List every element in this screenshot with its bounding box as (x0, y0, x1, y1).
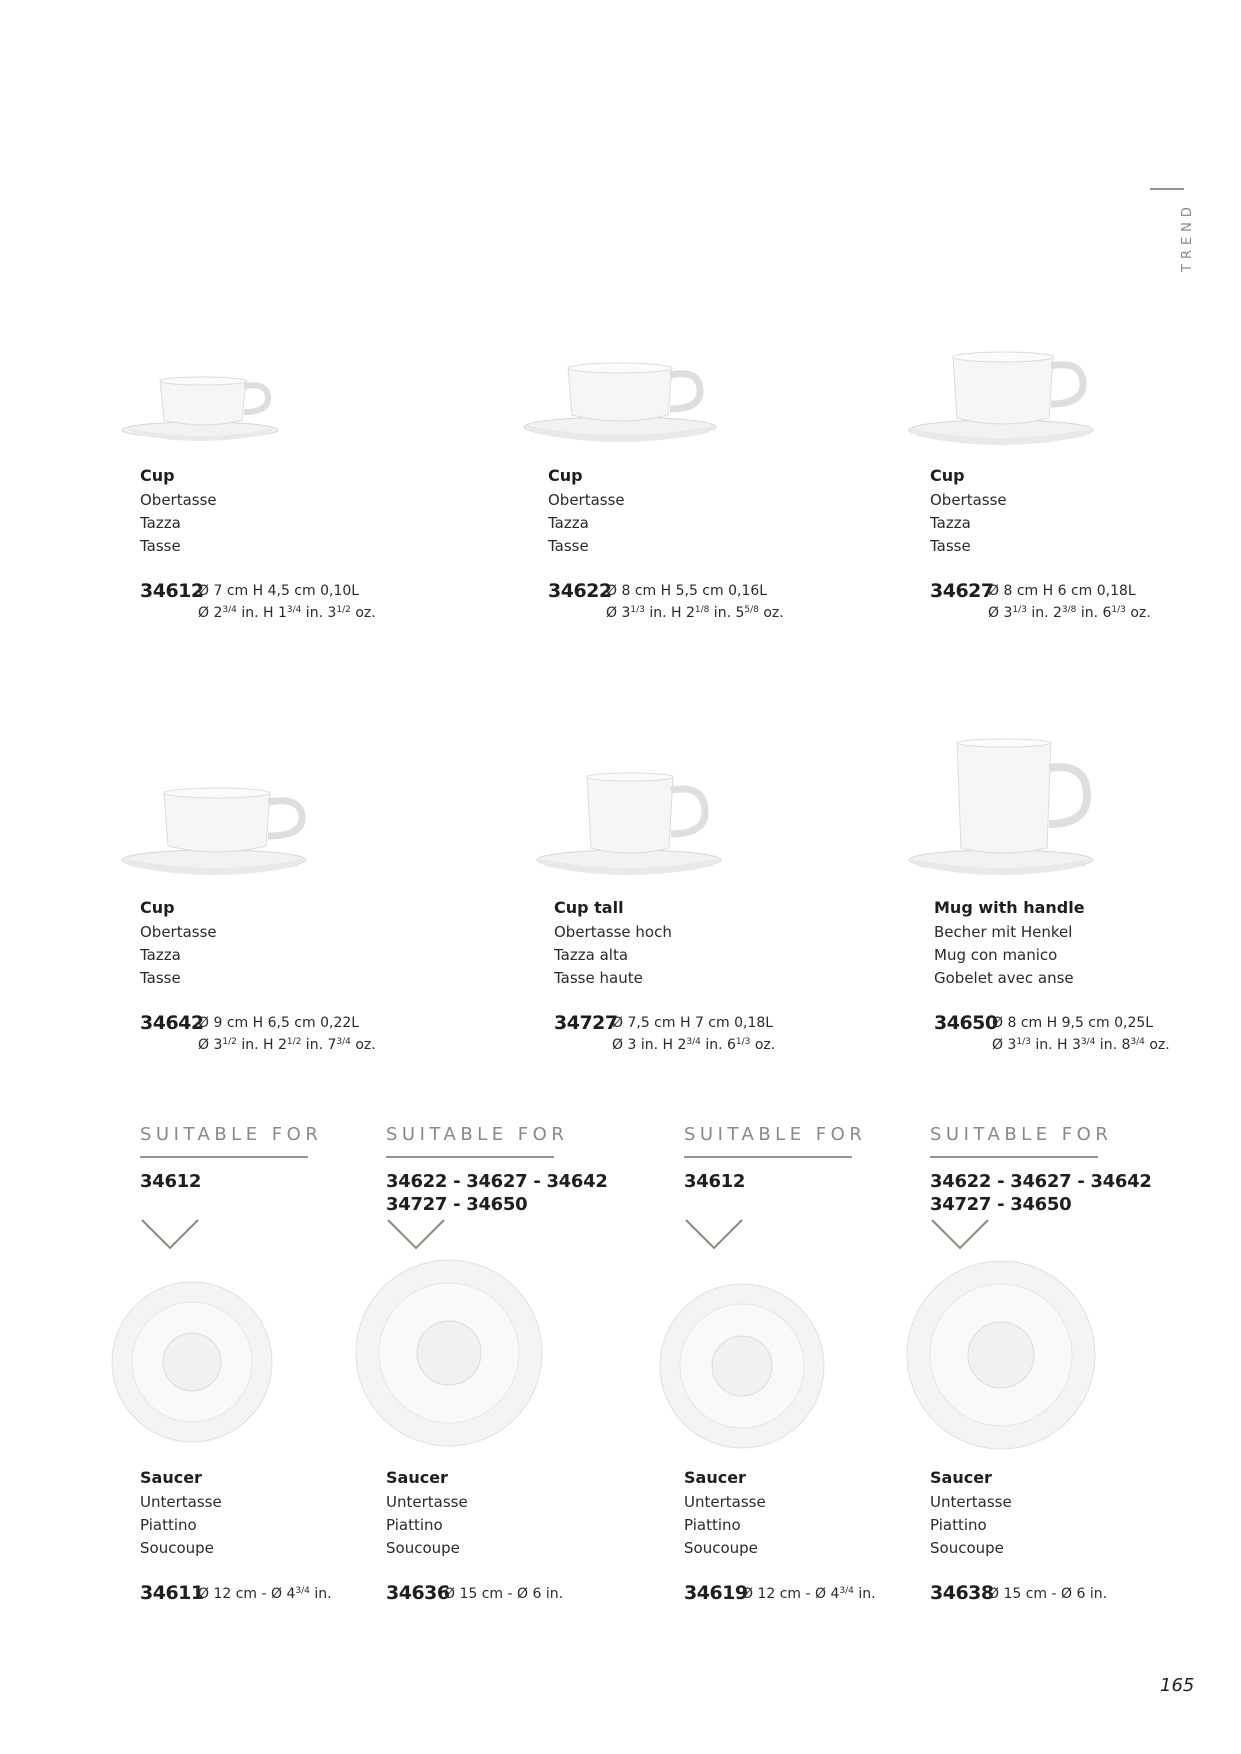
saucer-name: Saucer (386, 1468, 448, 1487)
saucer-translations (930, 1491, 1012, 1560)
suitable-for-label: SUITABLE FOR (140, 1124, 323, 1145)
saucer-name-it: Piattino (386, 1516, 443, 1534)
product-code: 34642 (140, 1012, 204, 1034)
saucer-code: 34638 (930, 1582, 994, 1604)
suitable-for-codes: 34622 - 34627 - 34642 34727 - 34650 (930, 1171, 1152, 1215)
saucer-translations (140, 1491, 222, 1560)
saucer-translations (386, 1491, 468, 1560)
suitable-for-rule (386, 1156, 554, 1158)
product-name-de: Obertasse (548, 491, 625, 509)
saucer-dimensions: Ø 12 cm - Ø $4^{3/4}$ in. (198, 1586, 332, 1602)
saucer-name: Saucer (140, 1468, 202, 1487)
saucer-code: 34636 (386, 1582, 450, 1604)
page-number: 165 (1160, 1675, 1195, 1696)
product-name-it: Tazza (548, 514, 589, 532)
product-name-de: Obertasse (930, 491, 1007, 509)
product-name-de: Obertasse (140, 923, 217, 941)
product-imperial: Ø $2^{3/4}$ in. H $1^{3/4}$ in. $3^{1/2}$ oz. (198, 605, 376, 621)
saucer-image-34611 (110, 1280, 275, 1445)
product-translations (930, 489, 1007, 558)
saucer-name-de: Untertasse (386, 1493, 468, 1511)
saucer-dimensions: Ø 15 cm - Ø 6 in. (444, 1586, 564, 1602)
product-translations (554, 921, 672, 990)
saucer-name-it: Piattino (684, 1516, 741, 1534)
suitable-for-codes: 34622 - 34627 - 34642 34727 - 34650 (386, 1171, 608, 1215)
product-metric: Ø 8 cm H 6 cm 0,18L (988, 583, 1136, 599)
side-tab-label: TREND (1180, 202, 1195, 272)
cup-image-34612 (118, 368, 288, 448)
saucer-name-de: Untertasse (684, 1493, 766, 1511)
chevron-down-icon (386, 1218, 446, 1252)
saucer-name-fr: Soucoupe (684, 1539, 758, 1557)
mug-image-34650 (905, 738, 1105, 888)
product-imperial: Ø 3 in. H $2^{3/4}$ in. $6^{1/3}$ oz. (612, 1037, 776, 1053)
product-name-fr: Gobelet avec anse (934, 969, 1074, 987)
chevron-down-icon (140, 1218, 200, 1252)
product-imperial: Ø $3^{1/3}$ in. H $2^{1/8}$ in. $5^{5/8}$ oz. (606, 605, 784, 621)
product-name: Cup (140, 466, 175, 485)
product-name-de: Obertasse (140, 491, 217, 509)
product-metric: Ø 8 cm H 9,5 cm 0,25L (992, 1015, 1154, 1031)
saucer-image-34619 (658, 1282, 828, 1452)
suitable-for-codes: 34612 (140, 1171, 202, 1192)
product-imperial: Ø $3^{1/2}$ in. H $2^{1/2}$ in. $7^{3/4}$ oz. (198, 1037, 376, 1053)
product-name: Mug with handle (934, 898, 1085, 917)
saucer-name-fr: Soucoupe (930, 1539, 1004, 1557)
product-translations (140, 921, 217, 990)
saucer-name: Saucer (930, 1468, 992, 1487)
saucer-code: 34611 (140, 1582, 204, 1604)
cup-image-34642 (118, 778, 318, 888)
product-name-de: Obertasse hoch (554, 923, 672, 941)
product-name-fr: Tasse (548, 537, 589, 555)
saucer-name: Saucer (684, 1468, 746, 1487)
suitable-for-rule (684, 1156, 852, 1158)
saucer-name-it: Piattino (930, 1516, 987, 1534)
product-name-it: Tazza (140, 514, 181, 532)
product-name-de: Becher mit Henkel (934, 923, 1073, 941)
suitable-for-label: SUITABLE FOR (386, 1124, 569, 1145)
product-code: 34627 (930, 580, 994, 602)
product-name: Cup (140, 898, 175, 917)
saucer-name-it: Piattino (140, 1516, 197, 1534)
product-translations (548, 489, 625, 558)
suitable-for-label: SUITABLE FOR (930, 1124, 1113, 1145)
product-name-fr: Tasse (140, 537, 181, 555)
product-code: 34622 (548, 580, 612, 602)
suitable-for-codes: 34612 (684, 1171, 746, 1192)
saucer-dimensions: Ø 12 cm - Ø $4^{3/4}$ in. (742, 1586, 876, 1602)
side-tab-rule (1150, 188, 1184, 190)
product-imperial: Ø $3^{1/3}$ in. $2^{3/8}$ in. $6^{1/3}$ oz. (988, 605, 1151, 621)
product-name: Cup (930, 466, 965, 485)
product-name-fr: Tasse (930, 537, 971, 555)
product-code: 34727 (554, 1012, 618, 1034)
product-name-it: Mug con manico (934, 946, 1058, 964)
cup-tall-image-34727 (533, 768, 733, 888)
product-code: 34612 (140, 580, 204, 602)
product-name-it: Tazza (140, 946, 181, 964)
cup-image-34622 (520, 355, 725, 455)
saucer-image-34638 (904, 1258, 1099, 1453)
saucer-translations (684, 1491, 766, 1560)
saucer-dimensions: Ø 15 cm - Ø 6 in. (988, 1586, 1108, 1602)
product-name: Cup (548, 466, 583, 485)
product-metric: Ø 7 cm H 4,5 cm 0,10L (198, 583, 360, 599)
saucer-image-34636 (352, 1258, 547, 1448)
product-name-fr: Tasse (140, 969, 181, 987)
product-name-it: Tazza alta (554, 946, 629, 964)
chevron-down-icon (684, 1218, 744, 1252)
cup-image-34627 (905, 348, 1105, 458)
product-name: Cup tall (554, 898, 624, 917)
saucer-name-fr: Soucoupe (140, 1539, 214, 1557)
suitable-for-rule (930, 1156, 1098, 1158)
chevron-down-icon (930, 1218, 990, 1252)
saucer-name-fr: Soucoupe (386, 1539, 460, 1557)
suitable-for-label: SUITABLE FOR (684, 1124, 867, 1145)
product-translations (934, 921, 1074, 990)
product-name-it: Tazza (930, 514, 971, 532)
product-metric: Ø 7,5 cm H 7 cm 0,18L (612, 1015, 774, 1031)
product-imperial: Ø $3^{1/3}$ in. H $3^{3/4}$ in. $8^{3/4}$ oz. (992, 1037, 1170, 1053)
product-metric: Ø 8 cm H 5,5 cm 0,16L (606, 583, 768, 599)
suitable-for-rule (140, 1156, 308, 1158)
saucer-code: 34619 (684, 1582, 748, 1604)
product-metric: Ø 9 cm H 6,5 cm 0,22L (198, 1015, 360, 1031)
product-name-fr: Tasse haute (554, 969, 643, 987)
product-translations (140, 489, 217, 558)
saucer-name-de: Untertasse (140, 1493, 222, 1511)
saucer-name-de: Untertasse (930, 1493, 1012, 1511)
product-code: 34650 (934, 1012, 998, 1034)
